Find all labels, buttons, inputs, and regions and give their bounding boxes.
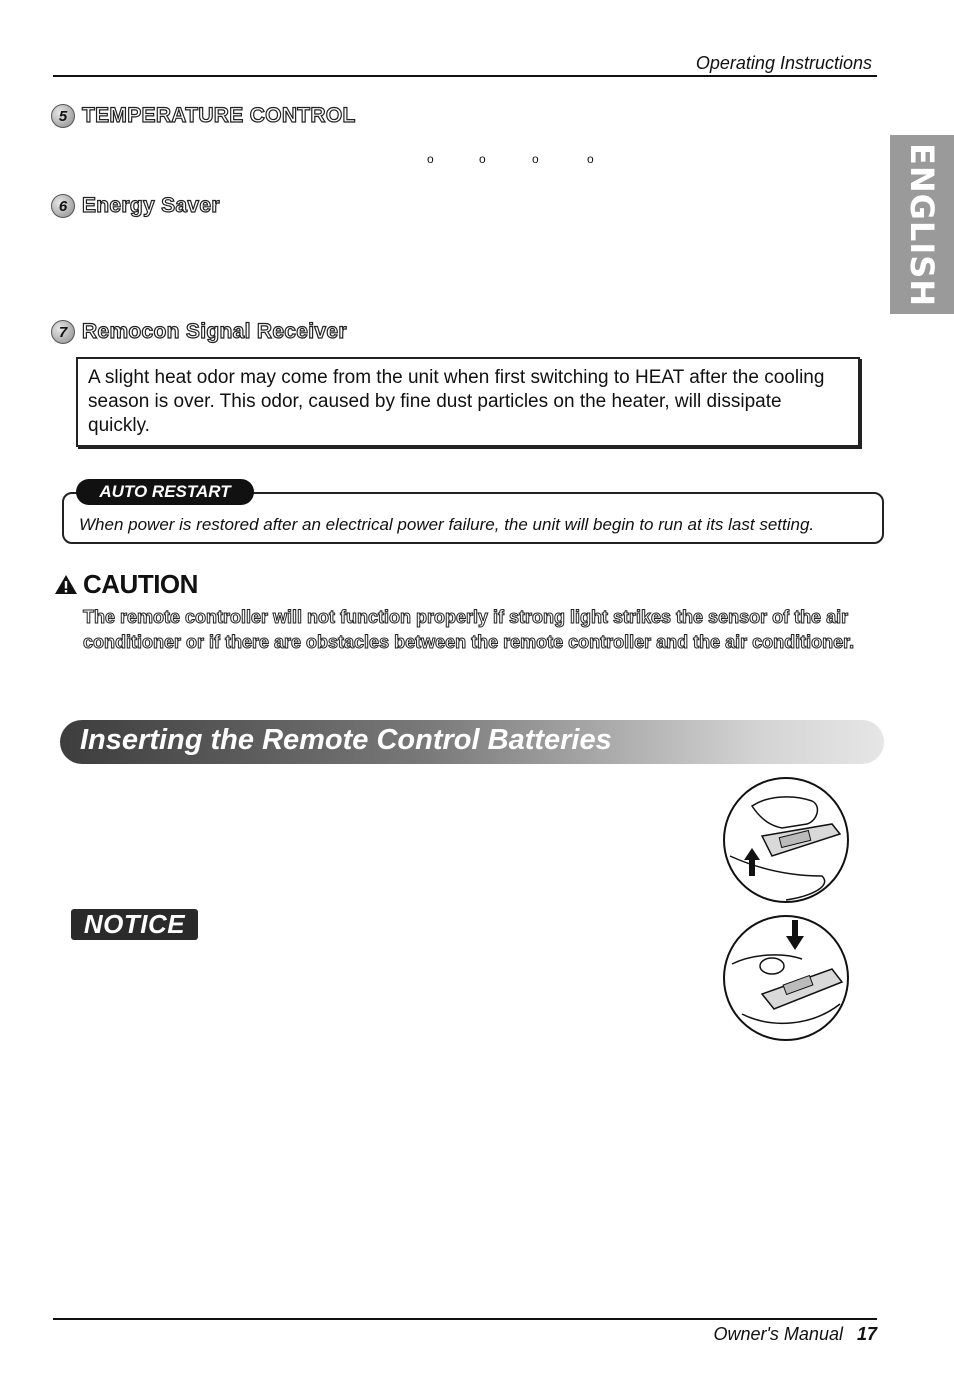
warning-triangle-icon [54, 574, 78, 595]
item-number-7: 7 [51, 320, 75, 344]
item-number-6: 6 [51, 194, 75, 218]
heat-odor-note-box [76, 357, 860, 447]
footer [713, 1324, 877, 1345]
language-tab-label: ENGLISH [903, 142, 941, 307]
page-number: 17 [856, 1324, 877, 1344]
language-tab [890, 135, 954, 314]
auto-restart-label: AUTO RESTART [76, 479, 254, 505]
energy-saver-heading: Energy Saver [82, 194, 220, 217]
degree-mark: o [427, 152, 434, 166]
auto-restart-text: When power is restored after an electrical power failure, the unit will begin to run at its last setting. [79, 515, 815, 534]
degree-mark: o [587, 152, 594, 166]
footer-manual-label: Owner's Manual [713, 1324, 843, 1344]
caution-title: CAUTION [83, 569, 198, 599]
temperature-control-heading: TEMPERATURE CONTROL [82, 104, 356, 127]
item-number-5: 5 [51, 104, 75, 128]
header-section-title: Operating Instructions [695, 53, 872, 73]
degree-mark: o [479, 152, 486, 166]
header-rule [53, 75, 877, 77]
degree-mark: o [532, 152, 539, 166]
caution-text: The remote controller will not function properly if strong light strikes the sensor of the air conditioner or if there are obstacles between the remote controller and the air conditioner. [83, 607, 855, 652]
insert-batteries-illustration [722, 914, 850, 1042]
footer-rule [53, 1318, 877, 1320]
remocon-signal-receiver-heading: Remocon Signal Receiver [82, 320, 347, 343]
notice-badge: NOTICE [71, 909, 198, 940]
heat-odor-note-text: A slight heat odor may come from the unit when first switching to HEAT after the cooling season is over. This odor, caused by fine dust particles on the heater, will dissipate quickly. [88, 367, 825, 436]
section-title: Inserting the Remote Control Batteries [80, 724, 612, 756]
remove-battery-cover-illustration [722, 776, 850, 904]
